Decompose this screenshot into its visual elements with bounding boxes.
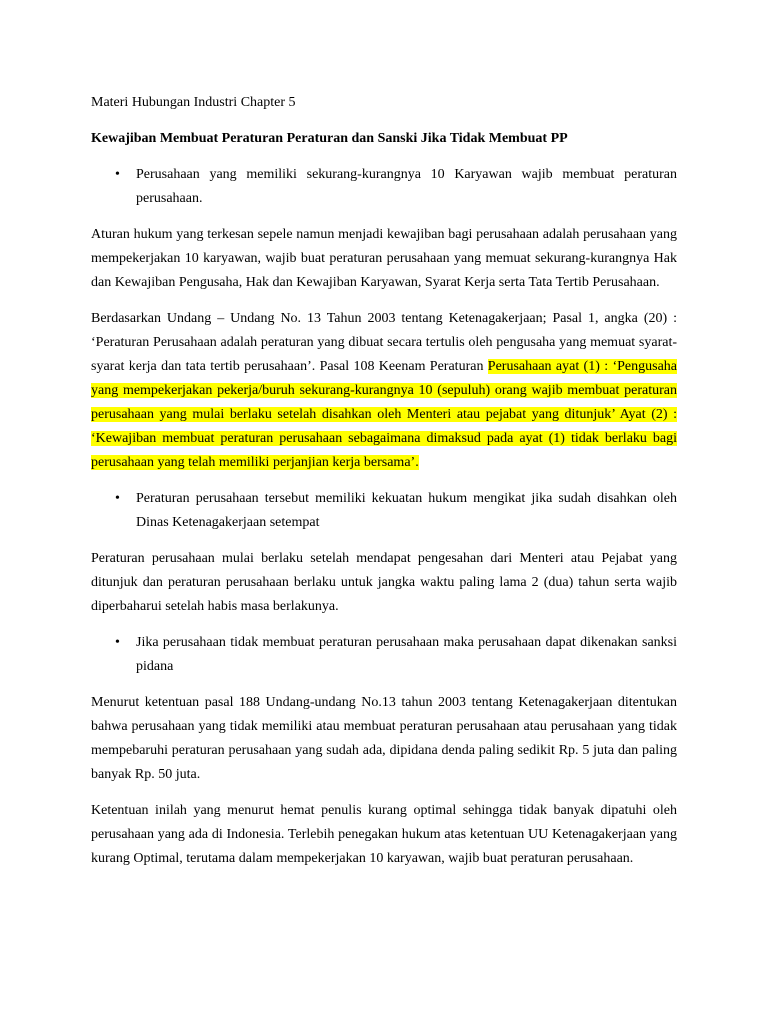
bullet-icon: • — [115, 167, 120, 182]
paragraph-with-highlight — [91, 307, 677, 475]
highlighted-text: Perusahaan ayat (1) : ‘Pengusaha yang mempekerjakan pekerja/buruh sekurang-kurangnya 10 (sepuluh) orang wajib membuat peraturan perusahaan yang mulai berlaku setelah disahkan oleh Menteri atau pejabat yang ditunjuk’ Ayat (2) : ‘Kewajiban membuat peraturan perusahaan sebagaimana dimaksud pada ayat (1) tidak berlaku bagi perusahaan yang telah memiliki perjanjian kerja bersama’. — [91, 359, 677, 470]
paragraph: Peraturan perusahaan mulai berlaku setelah mendapat pengesahan dari Menteri atau Pejabat yang ditunjuk dan peraturan perusahaan berlaku untuk jangka waktu paling lama 2 (dua) tahun serta wajib diperbaharui setelah habis masa berlakunya. — [91, 551, 677, 614]
bullet-text: Perusahaan yang memiliki sekurang-kurangnya 10 Karyawan wajib membuat peraturan perusahaan. — [136, 167, 677, 206]
section-heading: Kewajiban Membuat Peraturan Peraturan dan Sanski Jika Tidak Membuat PP — [91, 131, 568, 146]
paragraph: Ketentuan inilah yang menurut hemat penulis kurang optimal sehingga tidak banyak dipatuhi oleh perusahaan yang ada di Indonesia. Terlebih penegakan hukum atas ketentuan UU Ketenagakerjaan yang kurang Optimal, terutama dalam mempekerjakan 10 karyawan, wajib buat peraturan perusahaan. — [91, 803, 677, 866]
paragraph: Aturan hukum yang terkesan sepele namun menjadi kewajiban bagi perusahaan adalah perusahaan yang mempekerjakan 10 karyawan, wajib buat peraturan perusahaan yang memuat sekurang-kurangnya Hak dan Kewajiban Pengusaha, Hak dan Kewajiban Karyawan, Syarat Kerja serta Tata Tertib Perusahaan. — [91, 227, 677, 290]
bullet-item — [91, 487, 677, 535]
document-title: Materi Hubungan Industri Chapter 5 — [91, 95, 296, 110]
bullet-icon: • — [115, 635, 120, 650]
bullet-text: Jika perusahaan tidak membuat peraturan perusahaan maka perusahaan dapat dikenakan sanksi pidana — [136, 635, 677, 674]
paragraph: Menurut ketentuan pasal 188 Undang-undang No.13 tahun 2003 tentang Ketenagakerjaan ditentukan bahwa perusahaan yang tidak memiliki atau membuat peraturan perusahaan atau perusahaan yang tidak mempebaruhi peraturan perusahaan yang sudah ada, dipidana denda paling sedikit Rp. 5 juta dan paling banyak Rp. 50 juta. — [91, 695, 677, 782]
bullet-item — [91, 163, 677, 211]
bullet-icon: • — [115, 491, 120, 506]
bullet-item — [91, 631, 677, 679]
bullet-text: Peraturan perusahaan tersebut memiliki kekuatan hukum mengikat jika sudah disahkan oleh Dinas Ketenagakerjaan setempat — [136, 491, 677, 530]
document-page — [91, 91, 677, 883]
paragraph-text: Berdasarkan Undang – Undang No. 13 Tahun 2003 tentang Ketenagakerjaan; Pasal 1, angka (20) : ‘Peraturan Perusahaan adalah peraturan yang dibuat secara tertulis oleh pengusaha yang memuat syarat-syarat kerja dan tata tertib perusahaan’. Pasal 108 Keenam Peraturan — [91, 311, 677, 374]
